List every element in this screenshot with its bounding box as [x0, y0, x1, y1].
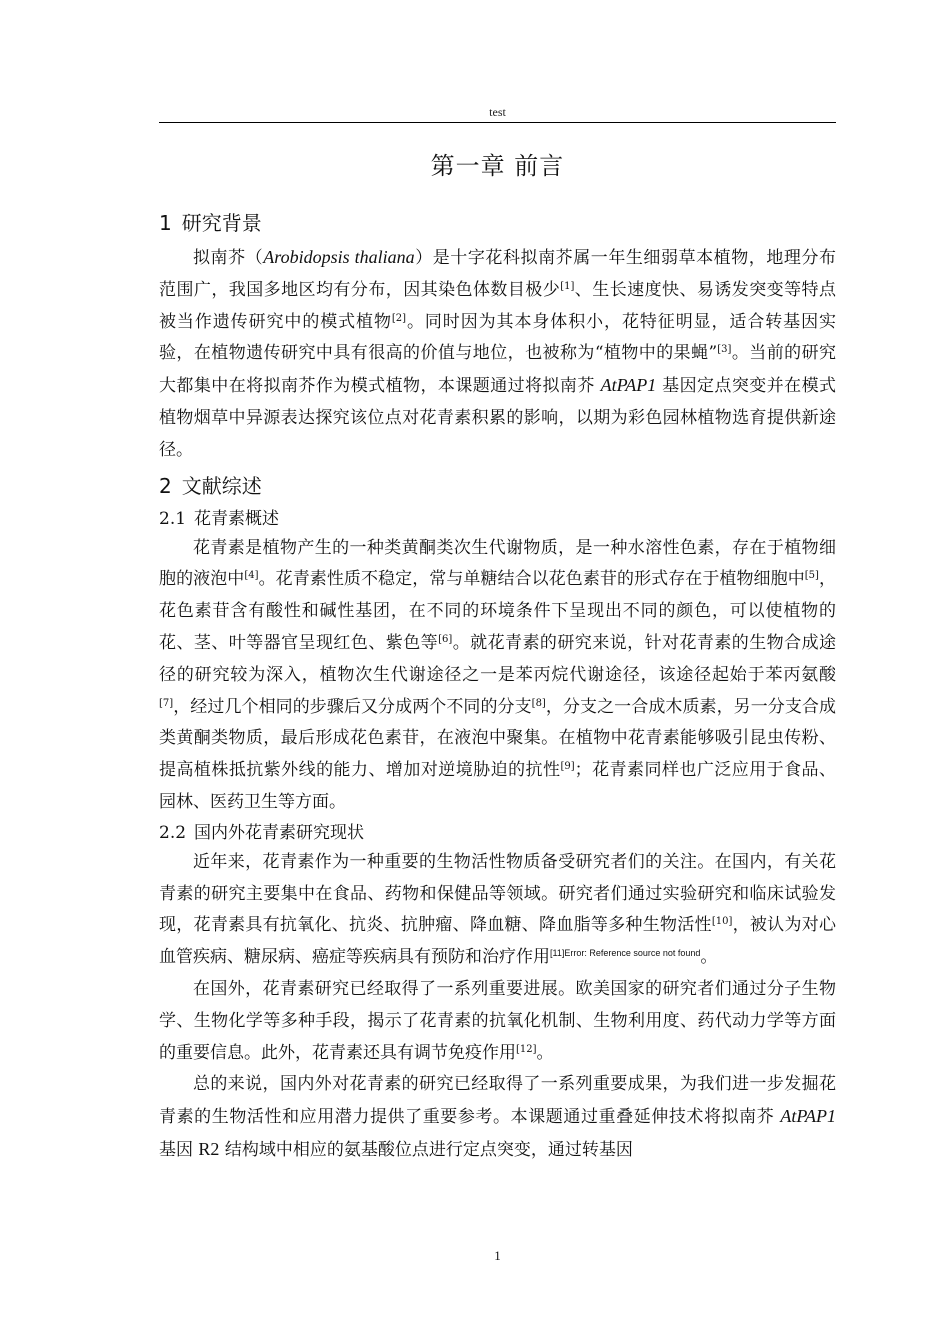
section-title: 研究背景: [181, 211, 262, 235]
citation: [7]: [159, 697, 174, 709]
text-run: ，经过几个相同的步骤后又分成两个不同的分支: [173, 696, 532, 717]
text-run: ，分支之一合成木质素，另一分支合成类黄酮类物质，最后形成花色素苷，在液泡中聚集。在植物中花青素能够吸引昆虫传粉、提高植株抵抗紫外线的能力、增加对逆境胁迫的抗性: [159, 696, 837, 781]
subsection-title: 国内外花青素研究现状: [194, 822, 365, 843]
chapter-title: 第一章 前言: [430, 152, 565, 180]
subsection-number: 2.2: [159, 822, 187, 843]
section-title: 文献综述: [181, 473, 262, 498]
citation: [8]: [531, 697, 546, 709]
subsection-heading-status: [159, 819, 836, 847]
text-run: 。就花青素的研究来说，针对花青素的生物合成途径的研究较为深入，植物次生代谢途径之一是苯丙烷代谢途径，该途径起始于苯丙氨酸: [159, 632, 837, 685]
citation: [10]: [711, 916, 733, 928]
page-number: 1: [494, 1248, 501, 1263]
text-run: 基因: [159, 1139, 193, 1160]
paragraph-domestic: [159, 847, 836, 974]
text-run: 在国外，花青素研究已经取得了一系列重要进展。欧美国家的研究者们通过分子生物学、生物化学等多种手段，揭示了花青素的抗氧化机制、生物利用度、药代动力学等方面的重要信息。此外，花青素还具有调节免疫作用: [159, 978, 836, 1063]
body-content: [159, 204, 836, 1167]
paragraph-summary: [159, 1069, 836, 1166]
citation: [9]: [560, 761, 575, 773]
text-run: ；花青素同样也广泛应用于食品、园林、医药卫生等方面。: [159, 760, 837, 812]
citation: [2]: [391, 312, 407, 324]
citation-error: [11]Error: Reference source not found: [550, 948, 701, 959]
text-run: 、生长速度快、易诱发突变等特点被当作遗传研究中的模式植物: [159, 279, 837, 332]
domain-name: R2: [198, 1138, 220, 1159]
paragraph-international: [159, 974, 836, 1069]
paragraph-overview: [159, 533, 836, 819]
text-run: ，花色素苷含有酸性和碱性基团，在不同的环境条件下呈现出不同的颜色，可以使植物的花、茎、叶等器官呈现红色、紫色等: [159, 569, 837, 653]
text-run: 。同时因为其本身体积小，花特征明显，适合转基因实验，在植物遗传研究中具有很高的价值与地位，也被称为“植物中的果蝇”: [159, 311, 837, 364]
paragraph-background: [159, 242, 836, 467]
species-name: Arobidopsis thaliana: [263, 247, 415, 267]
subsection-title: 花青素概述: [194, 508, 280, 529]
text-run: 近年来，花青素作为一种重要的生物活性物质备受研究者们的关注。在国内，有关花青素的研究主要集中在食品、药物和保健品等领域。研究者们通过实验研究和临床试验发现，花青素具有抗氧化、抗炎、抗肿瘤、降血糖、降血脂等多种生物活性: [159, 851, 836, 936]
gene-name: AtPAP1: [600, 375, 657, 396]
citation: [4]: [244, 570, 259, 582]
section-number: 1: [159, 211, 172, 235]
subsection-number: 2.1: [159, 508, 187, 529]
gene-name: AtPAP1: [780, 1106, 837, 1127]
text-run: ，被认为对心血管疾病、糖尿病、癌症等疾病具有预防和治疗作用: [159, 915, 837, 968]
page-header: test: [489, 105, 506, 119]
text-run: 。: [700, 947, 718, 968]
text-run: 。花青素性质不稳定，常与单糖结合以花色素苷的形式存在于植物细胞中: [258, 569, 805, 590]
citation: [1]: [560, 280, 575, 292]
header-divider: [159, 122, 836, 123]
citation: [12]: [516, 1043, 537, 1055]
text-run: 基因定点突变并在模式植物烟草中异源表达探究该位点对花青素积累的影响，以期为彩色园林植物选育提供新途径。: [159, 376, 837, 460]
text-run: 总的来说，国内外对花青素的研究已经取得了一系列重要成果，为我们进一步发掘花青素的生物活性和应用潜力提供了重要参考。本课题通过重叠延伸技术将拟南芥: [159, 1074, 836, 1128]
citation: [3]: [717, 344, 732, 356]
text-run: 。当前的研究大都集中在将拟南芥作为模式植物，本课题通过将拟南芥: [159, 343, 837, 397]
citation: [5]: [804, 570, 819, 582]
text-run: ）是十字花科拟南芥属一年生细弱草本植物，地理分布范围广，我国多地区均有分布，因其染色体数目极少: [159, 248, 836, 300]
text-run: 结构域中相应的氨基酸位点进行定点突变，通过转基因: [224, 1139, 633, 1160]
section-heading-review: [159, 467, 836, 505]
text-run: 花青素是植物产生的一种类黄酮类次生代谢物质，是一种水溶性色素，存在于植物细胞的液泡中: [159, 537, 836, 590]
section-number: 2: [159, 473, 172, 498]
subsection-heading-overview: [159, 505, 836, 533]
citation: [6]: [438, 633, 453, 645]
text-run: 。: [536, 1042, 554, 1063]
section-heading-background: [159, 204, 836, 242]
text-run: 拟南芥（: [193, 248, 264, 268]
